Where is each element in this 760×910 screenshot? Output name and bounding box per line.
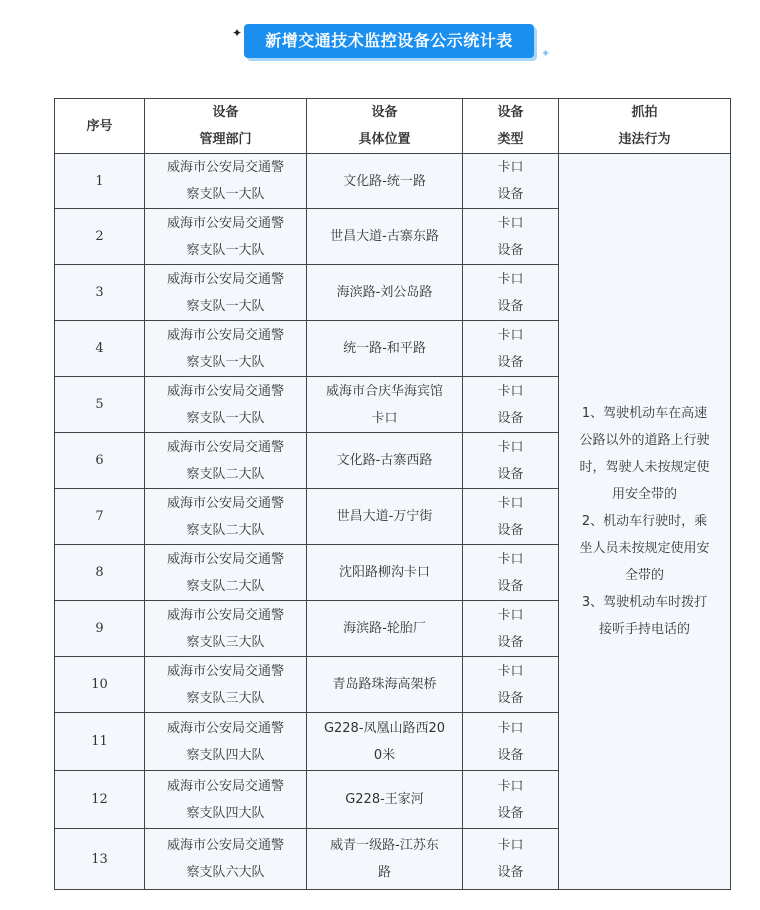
cell-location-text: 世昌大道-古寨东路 (330, 229, 439, 244)
cell-type-text: 卡口 (497, 271, 524, 287)
cell-index: 9 (55, 601, 145, 657)
cell-dept (145, 771, 307, 829)
cell-dept-text: 察支队六大队 (186, 865, 265, 880)
cell-dept-text: 威海市公安局交通警 (166, 720, 284, 736)
cell-dept-text: 察支队一大队 (186, 242, 265, 258)
cell-index: 3 (55, 265, 145, 321)
cell-location (307, 601, 463, 657)
cell-dept-text: 察支队一大队 (186, 187, 265, 202)
cell-index: 1 (55, 154, 145, 209)
cell-dept-text: 察支队四大队 (186, 805, 265, 821)
cell-location (307, 545, 463, 601)
cell-index: 8 (55, 545, 145, 601)
cell-index: 7 (55, 489, 145, 545)
cell-location-text: 路 (377, 865, 391, 880)
cell-dept-text: 察支队二大队 (186, 578, 265, 594)
header-text: 抓拍 (631, 105, 658, 120)
cell-type-text: 卡口 (497, 495, 524, 511)
title-banner (0, 0, 760, 70)
cell-type-text: 设备 (497, 522, 524, 538)
cell-location (307, 377, 463, 433)
cell-location-text: G228-凤凰山路西20 (323, 720, 446, 736)
cell-dept-text: 察支队一大队 (186, 354, 265, 370)
cell-type (463, 265, 559, 321)
header-text: 设备 (371, 105, 398, 120)
cell-type (463, 657, 559, 713)
cell-type (463, 713, 559, 771)
cell-index: 12 (55, 771, 145, 829)
cell-type (463, 154, 559, 209)
cell-dept-text: 威海市公安局交通警 (166, 327, 284, 343)
cell-dept-text: 察支队二大队 (186, 522, 265, 538)
cell-dept-text: 威海市公安局交通警 (166, 271, 284, 287)
header-text: 类型 (497, 132, 524, 147)
cell-dept-text: 察支队一大队 (186, 298, 265, 314)
cell-location (307, 321, 463, 377)
cell-location-text: 卡口 (371, 410, 398, 426)
cell-type-text: 卡口 (497, 160, 524, 175)
cell-dept-text: 威海市公安局交通警 (166, 495, 284, 511)
cell-location (307, 154, 463, 209)
cell-dept (145, 265, 307, 321)
cell-dept (145, 713, 307, 771)
cell-location-text: 海滨路-刘公岛路 (336, 285, 433, 300)
cell-type-text: 设备 (497, 747, 524, 763)
cell-location (307, 657, 463, 713)
table-header-row (55, 99, 731, 154)
cell-location-text: 文化路-古寨西路 (336, 453, 433, 468)
header-text: 违法行为 (618, 132, 671, 147)
cell-dept-text: 威海市公安局交通警 (166, 215, 284, 231)
cell-type-text: 设备 (497, 805, 524, 821)
table-row (55, 154, 731, 209)
cell-type-text: 设备 (497, 690, 524, 706)
cell-location (307, 489, 463, 545)
title-box (244, 24, 534, 58)
cell-type (463, 545, 559, 601)
cell-type-text: 设备 (497, 578, 524, 594)
cell-type (463, 601, 559, 657)
cell-dept-text: 威海市公安局交通警 (166, 663, 284, 679)
cell-location-text: 世昌大道-万宁街 (336, 509, 433, 524)
header-dept (145, 99, 307, 154)
cell-type-text: 设备 (497, 354, 524, 370)
cell-type-text: 卡口 (497, 778, 524, 794)
cell-dept (145, 209, 307, 265)
cell-location-text: 青岛路珠海高架桥 (332, 677, 437, 692)
cell-dept (145, 657, 307, 713)
cell-type-text: 卡口 (497, 439, 524, 455)
cell-dept-text: 威海市公安局交通警 (166, 439, 284, 455)
cell-location-text: 威海市合庆华海宾馆 (325, 383, 443, 399)
cell-type-text: 卡口 (497, 327, 524, 343)
page-title: 新增交通技术监控设备公示统计表 (265, 31, 513, 50)
cell-dept (145, 433, 307, 489)
behavior-text: 2、机动车行驶时，乘 (581, 514, 708, 529)
cell-location (307, 829, 463, 890)
cell-dept-text: 威海市公安局交通警 (166, 383, 284, 399)
header-text: 具体位置 (358, 132, 411, 147)
cell-type-text: 卡口 (497, 838, 524, 853)
cell-location (307, 265, 463, 321)
cell-dept-text: 察支队二大队 (186, 466, 265, 482)
cell-index: 10 (55, 657, 145, 713)
behavior-text: 用安全带的 (611, 487, 677, 502)
behavior-text: 接听手持电话的 (598, 622, 690, 637)
cell-type (463, 321, 559, 377)
cell-dept (145, 377, 307, 433)
cell-location-text: 沈阳路柳沟卡口 (338, 565, 430, 580)
cell-dept-text: 察支队一大队 (186, 410, 265, 426)
cell-dept (145, 545, 307, 601)
behavior-text: 全带的 (624, 568, 664, 583)
cell-location (307, 713, 463, 771)
cell-dept-text: 威海市公安局交通警 (166, 551, 284, 567)
header-location (307, 99, 463, 154)
cell-dept (145, 489, 307, 545)
cell-type-text: 卡口 (497, 215, 524, 231)
cell-location (307, 433, 463, 489)
header-text: 管理部门 (199, 132, 252, 147)
cell-index: 13 (55, 829, 145, 890)
cell-type (463, 377, 559, 433)
header-index (55, 99, 145, 154)
cell-index: 11 (55, 713, 145, 771)
sparkle-icon: ✦ (541, 47, 551, 60)
header-text: 设备 (212, 105, 239, 120)
behavior-text: 3、驾驶机动车时拨打 (581, 595, 708, 610)
cell-type (463, 209, 559, 265)
cell-type-text: 卡口 (497, 663, 524, 679)
cell-dept-text: 察支队三大队 (186, 690, 265, 706)
sparkle-icon: ✦ (232, 26, 243, 40)
cell-dept-text: 威海市公安局交通警 (166, 778, 284, 794)
cell-dept-text: 察支队四大队 (186, 747, 265, 763)
header-type (463, 99, 559, 154)
cell-location-text: 统一路-和平路 (343, 341, 426, 356)
cell-location-text: 0米 (373, 747, 396, 763)
cell-type (463, 829, 559, 890)
cell-index: 5 (55, 377, 145, 433)
cell-behavior (559, 154, 731, 890)
cell-type (463, 433, 559, 489)
behavior-text: 时，驾驶人未按规定使 (579, 460, 710, 475)
cell-location-text: 文化路-统一路 (343, 173, 426, 189)
cell-dept-text: 威海市公安局交通警 (166, 160, 284, 175)
cell-index: 6 (55, 433, 145, 489)
cell-type-text: 卡口 (497, 607, 524, 623)
cell-dept (145, 321, 307, 377)
device-table (54, 98, 731, 890)
cell-type-text: 卡口 (497, 551, 524, 567)
header-behavior (559, 99, 731, 154)
header-text: 序号 (86, 118, 113, 134)
cell-type-text: 卡口 (497, 383, 524, 399)
cell-type-text: 设备 (497, 466, 524, 482)
cell-type-text: 设备 (497, 298, 524, 314)
cell-dept (145, 829, 307, 890)
behavior-text: 坐人员未按规定使用安 (579, 541, 710, 556)
cell-location-text: 威青一级路-江苏东 (330, 838, 439, 853)
table-body (55, 154, 731, 890)
cell-location (307, 209, 463, 265)
cell-dept (145, 154, 307, 209)
cell-location-text: 海滨路-轮胎厂 (343, 621, 426, 636)
cell-type (463, 489, 559, 545)
cell-location (307, 771, 463, 829)
header-text: 设备 (497, 105, 524, 120)
behavior-text: 1、驾驶机动车在高速 (581, 406, 708, 421)
cell-type (463, 771, 559, 829)
cell-type-text: 设备 (497, 187, 524, 202)
cell-type-text: 卡口 (497, 720, 524, 736)
cell-type-text: 设备 (497, 242, 524, 258)
cell-dept-text: 察支队三大队 (186, 634, 265, 650)
cell-type-text: 设备 (497, 634, 524, 650)
cell-location-text: G228-王家河 (345, 792, 424, 807)
cell-type-text: 设备 (497, 865, 524, 880)
cell-index: 2 (55, 209, 145, 265)
cell-dept-text: 威海市公安局交通警 (166, 607, 284, 623)
cell-dept-text: 威海市公安局交通警 (166, 838, 284, 853)
cell-index: 4 (55, 321, 145, 377)
cell-type-text: 设备 (497, 410, 524, 426)
behavior-text: 公路以外的道路上行驶 (579, 433, 710, 448)
cell-dept (145, 601, 307, 657)
